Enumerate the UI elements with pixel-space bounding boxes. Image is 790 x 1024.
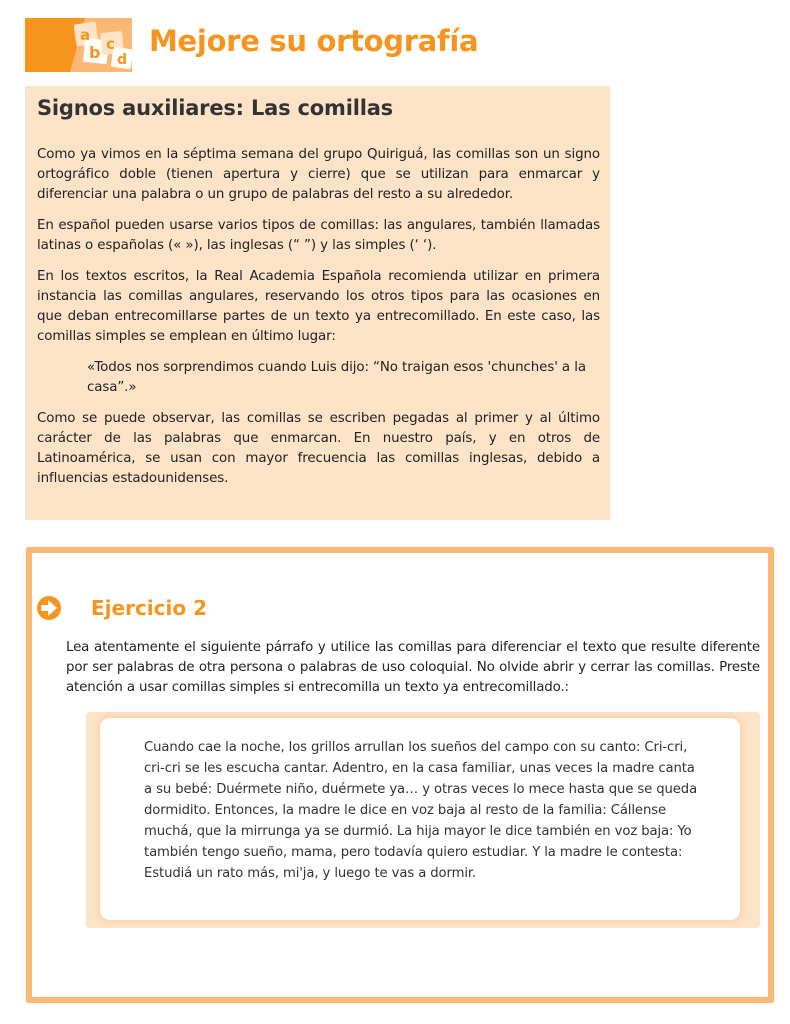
page-title: Mejore su ortografía [149,24,479,58]
abcd-logo-icon [25,18,132,72]
lesson-box [25,86,610,520]
exercise-passage: Cuando cae la noche, los grillos arrullan los sueños del campo con su canto: Cri-cri, cri-cri se les escucha cantar. Adentro, en la casa familiar, unas veces la madre canta a su bebé: Duérmete niño, duérmete ya… y otras veces lo mece hasta que se queda dormidito. Entonces, la madre le dice en voz baja al resto de la familia: Cállense muchá, que la mirrunga ya se durmió. La hija mayor le dice también en voz baja: Yo también tengo sueño, mama, pero todavía quiero estudiar. Y la madre le contesta: Estudiá un rato más, mi'ja, y luego te vas a dormir. [144,740,698,881]
logo-letter-c: c [106,35,115,53]
logo-letter-b: b [89,43,101,62]
arrow-right-circle-icon [36,595,62,621]
page-header [25,18,725,74]
lesson-paragraph: En español pueden usarse varios tipos de comillas: las angulares, también llamadas latinas o españolas (« »), las inglesas (“ ”) y las simples (‘ ‘). [37,218,600,253]
exercise-instructions: Lea atentamente el siguiente párrafo y utilice las comillas para diferenciar el texto que resulte diferente por ser palabras de otra persona o palabras de uso coloquial. No olvide abrir y cerrar las comillas. Preste atención a usar comillas simples si entrecomilla un texto ya entrecomillado.: [66,640,760,695]
lesson-title: Signos auxiliares: Las comillas [37,96,393,120]
lesson-body [37,145,600,489]
lesson-paragraph: Como ya vimos en la séptima semana del grupo Quiriguá, las comillas son un signo ortográfico doble (tienen apertura y cierre) que se utilizan para enmarcar y diferenciar una palabra o un grupo de palabras del resto a su alrededor. [37,147,600,202]
exercise-title: Ejercicio 2 [91,596,207,620]
lesson-paragraph: En los textos escritos, la Real Academia Española recomienda utilizar en primera instancia las comillas angulares, reservando los otros tipos para las ocasiones en que deban entrecomillarse partes de un texto ya entrecomillado. En este caso, las comillas simples se emplean en último lugar: [37,269,600,344]
logo-letter-d: d [117,52,128,68]
lesson-closing: Como se puede observar, las comillas se escriben pegadas al primer y al último carácter de las palabras que enmarcan. En nuestro país, y en otros de Latinoamérica, se usan con mayor frecuencia las comillas inglesas, debido a influencias estadounidenses. [37,411,600,486]
logo-letter-a: a [80,26,91,44]
lesson-quote: «Todos nos sorprendimos cuando Luis dijo: “No traigan esos 'chunches' a la casa”.» [87,360,586,395]
